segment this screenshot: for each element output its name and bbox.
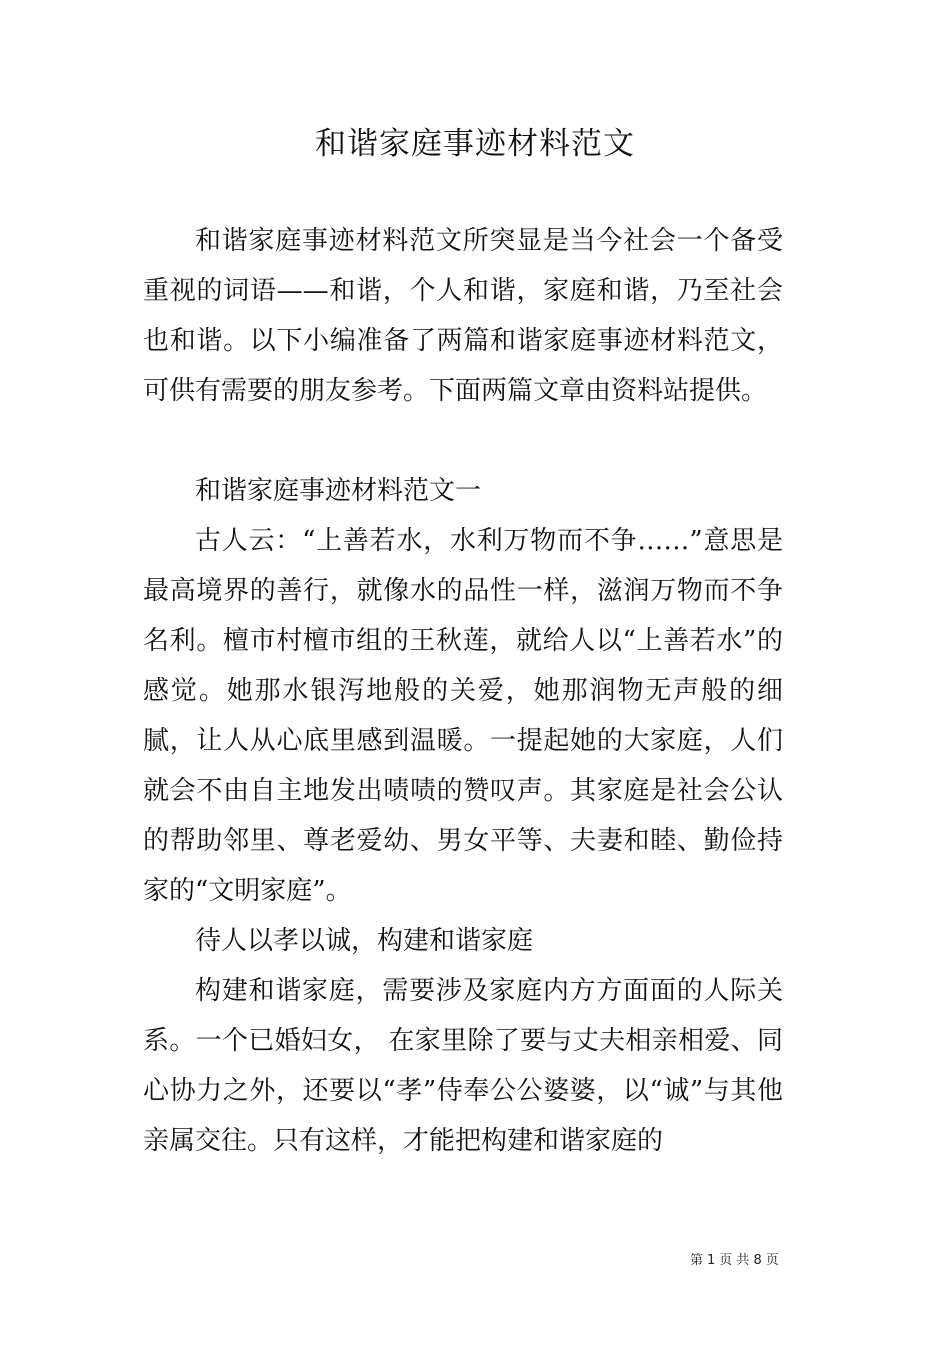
body-paragraph: 古人云：“上善若水，水利万物而不争……”意思是最高境界的善行，就像水的品性一样，滋润万物而不争名利。檀市村檀市组的王秋莲，就给人以“上善若水”的感觉。她那水银泻地般的关爱，她那润物无声般的细腻，让人从心底里感到温暖。一提起她的大家庭，人们就会不由自主地发出啧啧的赞叹声。其家庭是社会公认的帮助邻里、尊老爱幼、男女平等、夫妻和睦、勤俭持家的“文明家庭”。 bbox=[143, 526, 783, 906]
body-paragraph: 构建和谐家庭，需要涉及家庭内方方面面的人际关系。一个已婚妇女， 在家里除了要与丈夫相亲相爱、同心协力之外，还要以“孝”侍奉公公婆婆，以“诚”与其他亲属交往。只有这样，才能把构建和谐家庭的 bbox=[143, 976, 783, 1156]
footer-page-number: 1 bbox=[707, 1253, 716, 1268]
footer-middle: 页 共 bbox=[719, 1253, 750, 1268]
footer-suffix: 页 bbox=[765, 1253, 779, 1268]
section-heading: 和谐家庭事迹材料范文一 bbox=[195, 476, 482, 506]
document-body bbox=[143, 216, 783, 1166]
footer-total-pages: 8 bbox=[753, 1253, 762, 1268]
intro-paragraph: 和谐家庭事迹材料范文所突显是当今社会一个备受重视的词语——和谐，个人和谐，家庭和谐，乃至社会也和谐。以下小编准备了两篇和谐家庭事迹材料范文，可供有需要的朋友参考。下面两篇文章由资料站提供。 bbox=[143, 226, 783, 406]
subsection-heading: 待人以孝以诚，构建和谐家庭 bbox=[195, 926, 534, 956]
footer-prefix: 第 bbox=[690, 1253, 704, 1268]
page-footer bbox=[690, 1252, 820, 1270]
paragraph-gap bbox=[143, 416, 783, 466]
document-title: 和谐家庭事迹材料范文 bbox=[315, 126, 635, 162]
